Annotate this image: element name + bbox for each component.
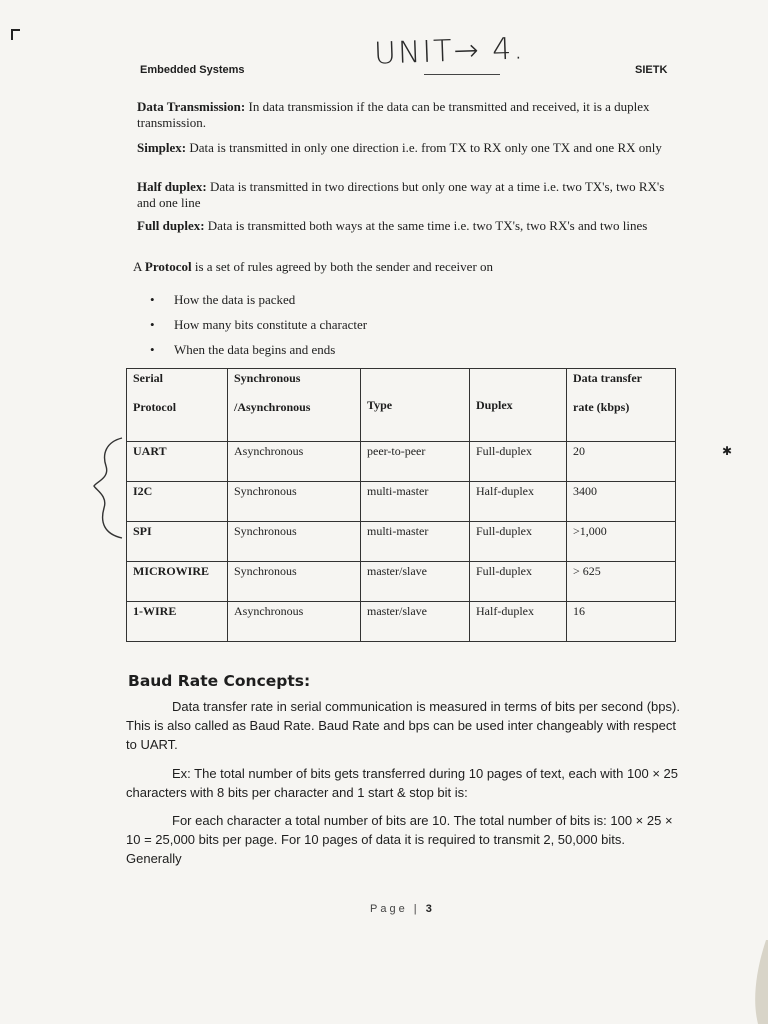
- list-item: • When the data begins and ends: [150, 342, 336, 357]
- protocol-intro: A Protocol is a set of rules agreed by both the sender and receiver on: [133, 259, 494, 274]
- list-item: • How many bits constitute a character: [150, 317, 368, 332]
- column-header-sync: Synchronous /Asynchronous: [228, 369, 361, 442]
- table-row: [127, 522, 676, 562]
- protocol-text: is a set of rules agreed by both the sender and receiver on: [191, 259, 494, 274]
- bullet-icon: •: [150, 317, 155, 332]
- bullet-icon: •: [150, 342, 155, 357]
- table-cell: 20: [567, 442, 676, 482]
- table-cell: >1,000: [567, 522, 676, 562]
- edge-shadow-mark: [748, 940, 768, 1024]
- table-cell: SPI: [127, 522, 228, 562]
- table-cell: peer-to-peer: [361, 442, 470, 482]
- list-item: • How the data is packed: [150, 292, 296, 307]
- page-number: 3: [425, 903, 432, 915]
- table-cell: 16: [567, 602, 676, 642]
- definition-text: Data is transmitted both ways at the same time i.e. two TX's, two RX's and two lines: [204, 218, 648, 233]
- table-cell: UART: [127, 442, 228, 482]
- definition-term: Half duplex:: [137, 179, 207, 194]
- definition-data-transmission: [137, 99, 677, 131]
- page-label: Page: [370, 903, 408, 915]
- table-cell: Full-duplex: [470, 442, 567, 482]
- header-institute: SIETK: [635, 64, 668, 76]
- table-cell: > 625: [567, 562, 676, 602]
- table-cell: MICROWIRE: [127, 562, 228, 602]
- page-footer: Page | 3: [370, 903, 432, 915]
- definition-term: Simplex:: [137, 140, 187, 155]
- table-cell: Full-duplex: [470, 522, 567, 562]
- header-subject: Embedded Systems: [140, 64, 245, 76]
- serial-protocol-table: [126, 368, 676, 642]
- table-cell: Synchronous: [228, 522, 361, 562]
- protocol-term: Protocol: [144, 259, 192, 274]
- column-header-duplex: Duplex: [470, 369, 567, 442]
- bullet-icon: •: [150, 292, 155, 307]
- definition-text: Data is transmitted in two directions but only one way at a time i.e. two TX's, two RX's and one line: [137, 179, 665, 210]
- table-row: [127, 562, 676, 602]
- table-cell: 3400: [567, 482, 676, 522]
- protocol-bullet-list: [150, 292, 367, 367]
- table-row: [127, 482, 676, 522]
- corner-mark: [10, 28, 22, 42]
- table-cell: master/slave: [361, 602, 470, 642]
- definition-half-duplex: [137, 179, 677, 211]
- table-cell: master/slave: [361, 562, 470, 602]
- table-header-row: [127, 369, 676, 442]
- column-header-type: Type: [361, 369, 470, 442]
- table-row: [127, 602, 676, 642]
- section-title: Baud Rate Concepts:: [128, 672, 311, 690]
- table-cell: multi-master: [361, 482, 470, 522]
- baud-rate-paragraph-3: For each character a total number of bits are 10. The total number of bits is: 100 × 25 × 10 = 25,000 bits per page. For 10 pages of data it is required to transmit 2, 50,000 bits. Generally: [126, 813, 673, 866]
- definition-term: Full duplex:: [137, 218, 205, 233]
- table-row: [127, 442, 676, 482]
- asterisk-mark: ✱: [722, 444, 733, 458]
- table-cell: multi-master: [361, 522, 470, 562]
- definition-simplex: [137, 140, 677, 156]
- table-cell: 1-WIRE: [127, 602, 228, 642]
- table-cell: Half-duplex: [470, 602, 567, 642]
- column-header-protocol: Serial Protocol: [127, 369, 228, 442]
- definition-text: In data transmission if the data can be transmitted and received, it is a duplex transmission.: [137, 99, 650, 130]
- table-cell: Half-duplex: [470, 482, 567, 522]
- table-cell: Asynchronous: [228, 602, 361, 642]
- table-cell: Asynchronous: [228, 442, 361, 482]
- baud-rate-paragraph-1: Data transfer rate in serial communication is measured in terms of bits per second (bps). This is also called as Baud Rate. Baud Rate and bps can be used inter changeably with respect to UART.: [126, 699, 680, 752]
- handwritten-underline: [424, 74, 500, 75]
- table-cell: Synchronous: [228, 482, 361, 522]
- definition-term: Data Transmission:: [137, 99, 246, 114]
- column-header-rate: Data transfer rate (kbps): [567, 369, 676, 442]
- handwritten-unit-title: UNIT→ 4.: [373, 31, 526, 72]
- handwritten-brace-mark: [92, 436, 126, 540]
- table-cell: I2C: [127, 482, 228, 522]
- baud-rate-paragraph-2: Ex: The total number of bits gets transferred during 10 pages of text, each with 100 × 25 characters with 8 bits per character and 1 start & stop bit is:: [126, 766, 678, 800]
- table-cell: Synchronous: [228, 562, 361, 602]
- table-cell: Full-duplex: [470, 562, 567, 602]
- definition-full-duplex: [137, 218, 677, 234]
- definition-text: Data is transmitted in only one direction i.e. from TX to RX only one TX and one RX only: [186, 140, 662, 155]
